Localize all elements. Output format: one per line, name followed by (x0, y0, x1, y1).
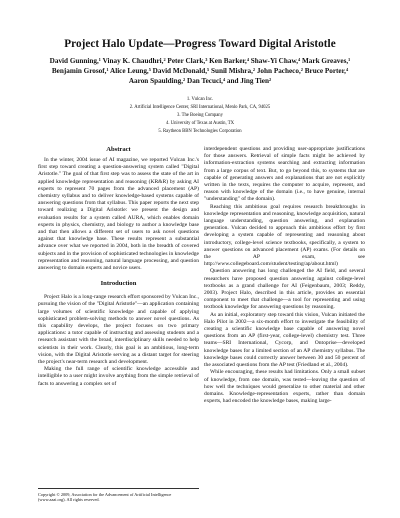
body-paragraph: As an initial, exploratory step toward this vision, Vulcan initiated the Halo Pilot in 2002—a six-month effort to investigate the feasibility of creating a scientific knowledge base capable of answering novel questions from an AP (first-year, college-level) chemistry test. Three teams—SRI International, Cycorp, and Ontoprise—developed knowledge bases for a limited section of an AP chemistry syllabus. The knowledge bases could correctly answer between 30 and 50 percent of the associated questions from the AP test (Friedland et al., 2004). (204, 311, 365, 369)
body-paragraph: Reaching this ambitious goal requires research breakthroughs in knowledge representation and reasoning, knowledge acquisition, natural language understanding, question answering, and explanation generation. Vulcan decided to approach this ambitious effort by first developing a system capable of representing and reasoning about introductory, college-level science textbooks, specifically, a system to answer questions on advanced placement (AP) exams. (For details on the AP exam, see http://www.collegeboard.com/student/testing/ap/about.html) (204, 203, 365, 268)
right-column (204, 146, 365, 405)
author-list: David Gunning,¹ Vinay K. Chaudhri,² Peter Clark,³ Ken Barker,⁴ Shaw-Yi Chaw,⁴ Mark Greaves,¹ Benjamin Grosof,¹ Alice Leung,⁵ David McDonald,⁵ Sunil Mishra,² John Pacheco,² Bruce Porter,⁴ Aaron Spaulding,² Dan Tecuci,⁴ and Jing Tien² (49, 57, 351, 86)
affiliation-item: 1. Vulcan Inc. (186, 97, 214, 102)
introduction-heading: Introduction (100, 280, 137, 288)
body-paragraph: interdependent questions and providing user-appropriate justifications for those answers. Retrieval of simple facts might be achieved by information-extraction systems searching and extracting information from a large corpus of text. But, to go beyond this, to systems that are capable of generating answers and explanations that are not explicitly written in the texts, requires the computer to acquire, represent, and reason with knowledge of the domain (i.e., to have genuine, internal "understanding" of the domain). (204, 146, 365, 203)
abstract-text: In the winter, 2004 issue of AI magazine, we reported Vulcan Inc.'s first step toward creating a question-answering system called "Digital Aristotle." The goal of that first step was to assess the state of the art in applied knowledge representation and reasoning (KR&R) by asking AI experts to represent 70 pages from the advanced placement (AP) chemistry syllabus and to deliver knowledge-based systems capable of answering questions from that syllabus. This paper reports the next step toward realizing a Digital Aristotle: we present the design and evaluation results for a system called AURA, which enables domain experts in physics, chemistry, and biology to author a knowledge base and that then allows a different set of users to ask novel questions against that knowledge base. These results represent a substantial advance over what we reported in 2004, both in the breadth of covered subjects and in the provision of sophisticated technologies in knowledge representation and reasoning, natural language processing, and question answering to domain experts and novice users. (38, 157, 199, 272)
affiliation-item: 5. Raytheon BBN Technologies Corporation (158, 129, 242, 134)
affiliation-item: 2. Artificial Intelligence Center, SRI International, Menlo Park, CA, 94025 (129, 105, 271, 110)
paper-title: Project Halo Update—Progress Toward Digital Aristotle (64, 38, 336, 50)
left-column (38, 146, 199, 388)
affiliation-item: 4. University of Texas at Austin, TX (166, 121, 234, 126)
copyright-notice: Copyright © 2009, Association for the Advancement of Artificial Intelligence (www.aaai.org). All rights reserved. (38, 488, 199, 502)
affiliation-item: 3. The Boeing Company (176, 113, 223, 118)
body-paragraph: While encouraging, these results had limitations. Only a small subset of knowledge, from one domain, was tested—leaving the question of how well the techniques would generalize to other material and other domains. Knowledge-representation experts, rather than domain experts, had encoded the knowledge bases, making large- (204, 369, 365, 405)
intro-paragraph: Making the full range of scientific knowledge accessible and intelligible to a user might involve anything from the simple retrieval of facts to answering a complex set of (38, 366, 199, 387)
abstract-heading: Abstract (106, 146, 131, 153)
intro-paragraph: Project Halo is a long-range research effort sponsored by Vulcan Inc., pursuing the vision of the "Digital Aristotle"—an application containing large volumes of scientific knowledge and capable of applying sophisticated problem-solving methods to answer novel questions. As this capability develops, the project focuses on two primary applications: a tutor capable of instructing and assessing students and a research assistant with the broad, interdisciplinary skills needed to help scientists in their work. Clearly, this goal is an ambitious, long-term vision, with the Digital Aristotle serving as a distant target for steering the project's near-term research and development. (38, 294, 199, 366)
body-paragraph: Question answering has long challenged the AI field, and several researchers have proposed question answering against college-level textbooks as a grand challenge for AI (Feigenbaum, 2003; Reddy, 2003). Project Halo, described in this article, provides an essential component to meet that challenge—a tool for representing and using textbook knowledge for answering questions by reasoning. (204, 268, 365, 311)
affiliation-list (80, 96, 320, 136)
